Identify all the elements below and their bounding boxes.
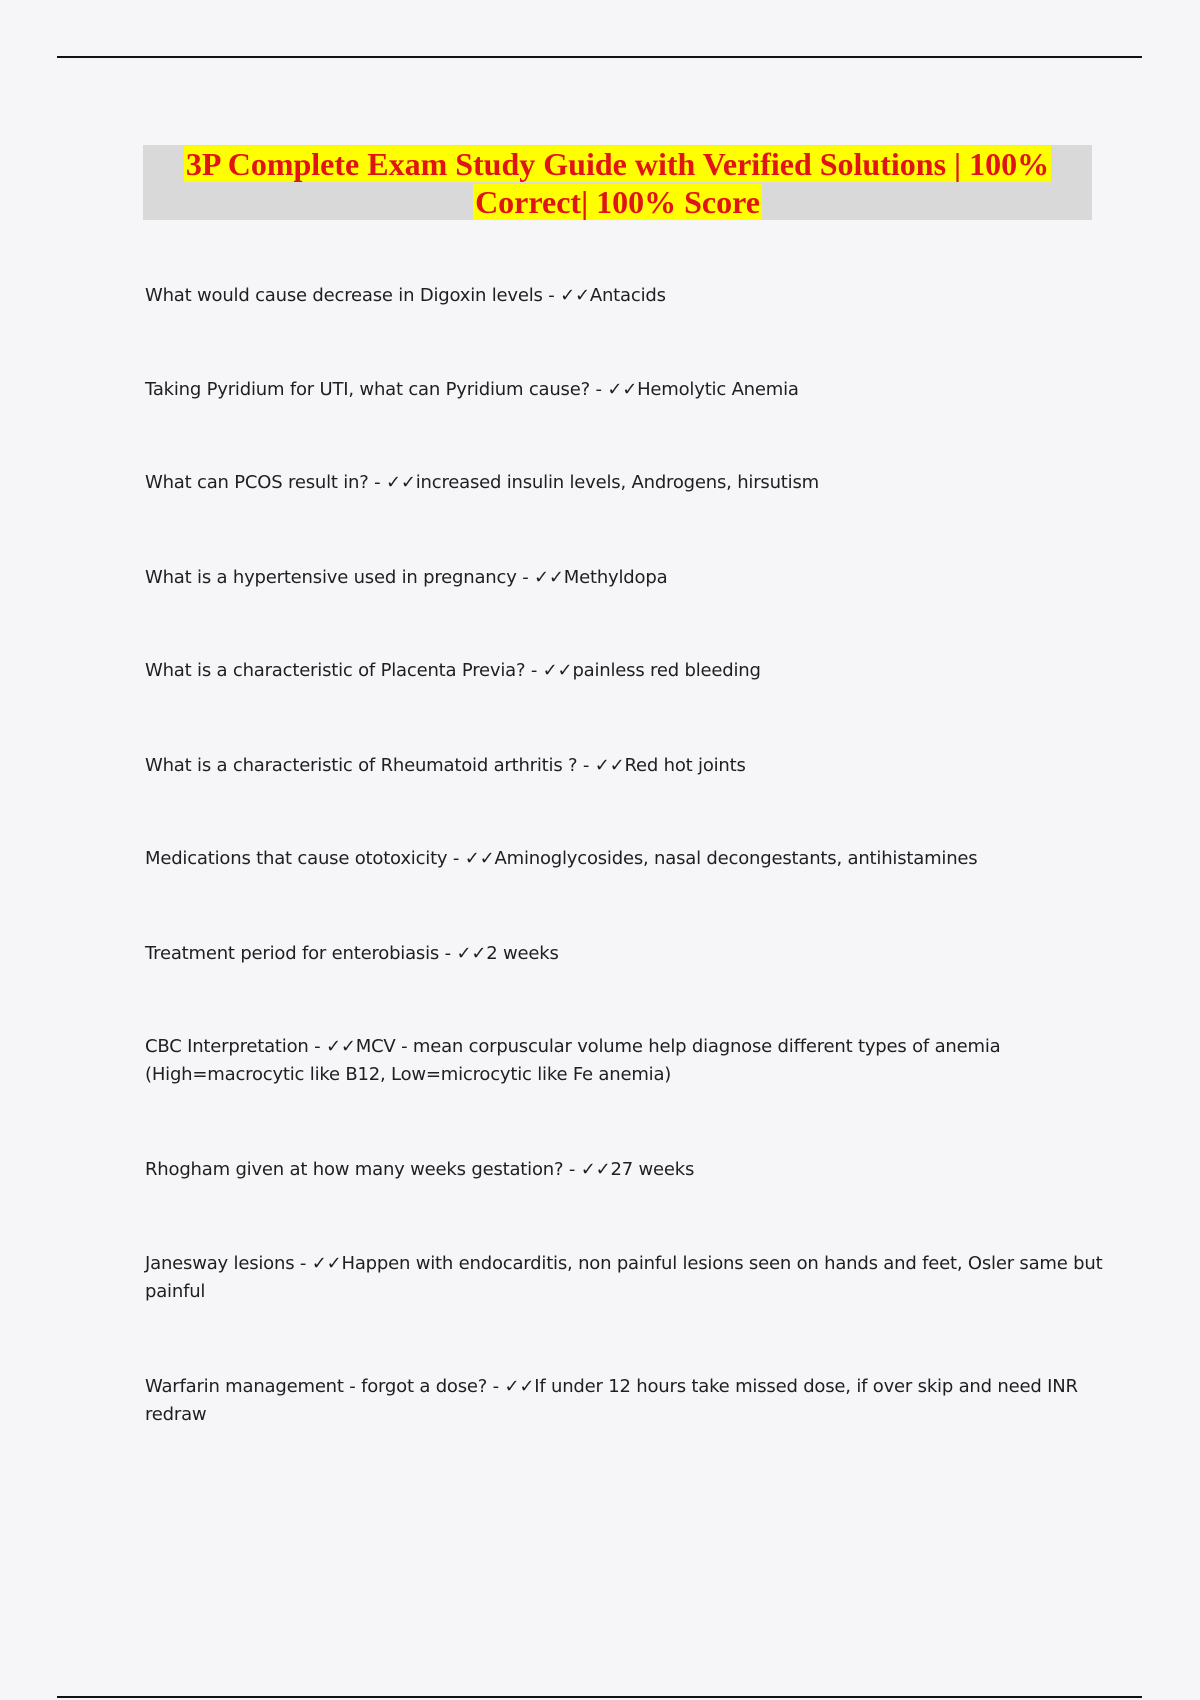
- qa-item: [145, 564, 1105, 592]
- separator: -: [542, 285, 561, 306]
- separator: -: [439, 943, 457, 964]
- question-text: Warfarin management - forgot a dose?: [145, 1376, 488, 1397]
- check-mark-icon: ✓✓: [594, 755, 625, 776]
- check-mark-icon: ✓✓: [560, 285, 590, 306]
- check-mark-icon: ✓✓: [311, 1253, 342, 1274]
- separator: -: [294, 1253, 312, 1274]
- question-text: What is a characteristic of Rheumatoid arthritis ?: [145, 755, 578, 776]
- title-line-1: 3P Complete Exam Study Guide with Verified Solutions | 100%: [185, 146, 1050, 182]
- check-mark-icon: ✓✓: [456, 943, 487, 964]
- question-text: Medications that cause ototoxicity: [145, 848, 448, 869]
- qa-item: [145, 1156, 1105, 1184]
- question-text: CBC Interpretation: [145, 1036, 309, 1057]
- question-text: Taking Pyridium for UTI, what can Pyridium cause?: [145, 379, 590, 400]
- check-mark-icon: ✓✓: [385, 472, 416, 493]
- separator: -: [487, 1376, 505, 1397]
- check-mark-icon: ✓✓: [325, 1036, 356, 1057]
- answer-text: painless red bleeding: [572, 660, 761, 681]
- question-text: What can PCOS result in?: [145, 472, 369, 493]
- bottom-divider: [57, 1696, 1142, 1698]
- answer-text: MCV - mean corpuscular volume help diagnose different types of anemia (High=macrocytic like B12, Low=microcytic like Fe anemia): [145, 1036, 1001, 1085]
- separator: -: [563, 1159, 581, 1180]
- answer-text: Happen with endocarditis, non painful lesions seen on hands and feet, Osler same but painful: [145, 1253, 1103, 1302]
- qa-item: [145, 845, 1105, 873]
- question-text: What is a hypertensive used in pregnancy: [145, 567, 517, 588]
- qa-item: [145, 752, 1105, 780]
- answer-text: 2 weeks: [486, 943, 559, 964]
- question-text: What would cause decrease in Digoxin levels: [145, 285, 543, 306]
- check-mark-icon: ✓✓: [534, 567, 564, 588]
- separator: -: [589, 379, 608, 400]
- question-text: Treatment period for enterobiasis: [145, 943, 440, 964]
- separator: -: [577, 755, 595, 776]
- qa-item: [145, 469, 1105, 497]
- separator: -: [368, 472, 386, 493]
- qa-item: [145, 1373, 1105, 1429]
- answer-text: 27 weeks: [610, 1159, 695, 1180]
- top-divider: [57, 56, 1142, 58]
- separator: -: [308, 1036, 326, 1057]
- qa-item: [145, 940, 1105, 968]
- qa-item: [145, 376, 1105, 404]
- question-text: Rhogham given at how many weeks gestation?: [145, 1159, 564, 1180]
- title-line-2: Correct| 100% Score: [475, 184, 760, 220]
- question-text: Janesway lesions: [145, 1253, 295, 1274]
- separator: -: [447, 848, 465, 869]
- qa-item: [145, 1250, 1105, 1306]
- check-mark-icon: ✓✓: [504, 1376, 535, 1397]
- answer-text: Hemolytic Anemia: [637, 379, 799, 400]
- qa-item: [145, 282, 1105, 310]
- check-mark-icon: ✓✓: [542, 660, 573, 681]
- answer-text: Antacids: [589, 285, 666, 306]
- answer-text: Aminoglycosides, nasal decongestants, antihistamines: [494, 848, 978, 869]
- separator: -: [516, 567, 535, 588]
- check-mark-icon: ✓✓: [607, 379, 638, 400]
- qa-item: [145, 657, 1105, 685]
- answer-text: Methyldopa: [563, 567, 668, 588]
- answer-text: If under 12 hours take missed dose, if over skip and need INR redraw: [145, 1376, 1078, 1425]
- check-mark-icon: ✓✓: [464, 848, 495, 869]
- question-text: What is a characteristic of Placenta Previa?: [145, 660, 526, 681]
- separator: -: [525, 660, 543, 681]
- qa-item: [145, 1033, 1105, 1089]
- answer-text: increased insulin levels, Androgens, hirsutism: [415, 472, 819, 493]
- answer-text: Red hot joints: [624, 755, 746, 776]
- check-mark-icon: ✓✓: [580, 1159, 611, 1180]
- document-title: [143, 145, 1092, 220]
